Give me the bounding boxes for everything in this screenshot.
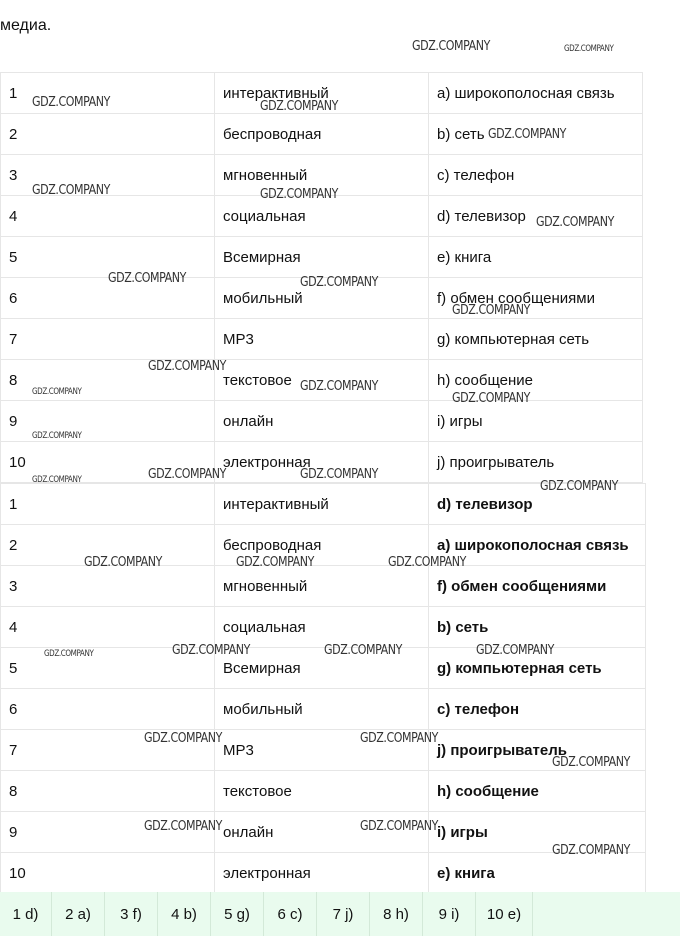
watermark: GDZ.COMPANY [260,187,338,202]
word-cell: MP3 [215,319,429,360]
answer-item: 3 f) [105,892,158,936]
answer-item: 2 a) [52,892,105,936]
match-cell: g) компьютерная сеть [429,319,643,360]
word-cell: интерактивный [215,73,429,114]
match-cell: b) сеть [429,114,643,155]
word-cell: беспроводная [215,525,429,566]
table-row [1,114,643,155]
row-number: 10 [1,442,215,483]
table-row [1,689,646,730]
watermark: GDZ.COMPANY [452,391,530,406]
watermark: GDZ.COMPANY [148,467,226,482]
row-number: 7 [1,730,215,771]
word-cell: мгновенный [215,566,429,607]
row-number: 8 [1,360,215,401]
watermark: GDZ.COMPANY [32,387,82,397]
answer-item: 7 j) [317,892,370,936]
word-cell: социальная [215,607,429,648]
watermark: GDZ.COMPANY [412,39,490,54]
table-row [1,607,646,648]
table-row [1,648,646,689]
watermark: GDZ.COMPANY [452,303,530,318]
watermark: GDZ.COMPANY [536,215,614,230]
match-cell: e) книга [429,237,643,278]
row-number: 4 [1,607,215,648]
match-cell: f) обмен сообщениями [429,566,646,607]
watermark: GDZ.COMPANY [388,555,466,570]
watermark: GDZ.COMPANY [32,475,82,485]
match-cell: d) телевизор [429,196,643,237]
watermark: GDZ.COMPANY [144,731,222,746]
match-cell: c) телефон [429,689,646,730]
watermark: GDZ.COMPANY [360,819,438,834]
word-cell: социальная [215,196,429,237]
row-number: 3 [1,155,215,196]
word-cell: онлайн [215,401,429,442]
table-row [1,155,643,196]
match-cell: i) игры [429,401,643,442]
row-number: 5 [1,237,215,278]
match-cell: i) игры [429,812,646,853]
watermark: GDZ.COMPANY [236,555,314,570]
table-row [1,196,643,237]
watermark: GDZ.COMPANY [488,127,566,142]
word-cell: мобильный [215,689,429,730]
table-row [1,812,646,853]
match-cell: g) компьютерная сеть [429,648,646,689]
match-cell: b) сеть [429,607,646,648]
match-cell: f) обмен сообщениями [429,278,643,319]
watermark: GDZ.COMPANY [32,431,82,441]
watermark: GDZ.COMPANY [540,479,618,494]
answer-item: 4 b) [158,892,211,936]
answer-item: 9 i) [423,892,476,936]
watermark: GDZ.COMPANY [324,643,402,658]
intro-text: медиа. [0,17,52,34]
match-cell: h) сообщение [429,771,646,812]
watermark: GDZ.COMPANY [44,649,94,659]
answer-item: 10 e) [476,892,533,936]
word-cell: беспроводная [215,114,429,155]
row-number: 8 [1,771,215,812]
match-cell: h) сообщение [429,360,643,401]
row-number: 6 [1,278,215,319]
matching-table-answers [0,483,646,894]
matching-table-task [0,72,643,483]
word-cell: Всемирная [215,648,429,689]
word-cell: текстовое [215,360,429,401]
watermark: GDZ.COMPANY [300,275,378,290]
word-cell: электронная [215,853,429,894]
word-cell: интерактивный [215,484,429,525]
watermark: GDZ.COMPANY [172,643,250,658]
answer-item: 8 h) [370,892,423,936]
watermark: GDZ.COMPANY [552,843,630,858]
row-number: 2 [1,525,215,566]
word-cell: текстовое [215,771,429,812]
watermark: GDZ.COMPANY [84,555,162,570]
watermark: GDZ.COMPANY [476,643,554,658]
answer-item: 5 g) [211,892,264,936]
watermark: GDZ.COMPANY [144,819,222,834]
row-number: 4 [1,196,215,237]
row-number: 7 [1,319,215,360]
table-row [1,442,643,483]
match-cell: a) широкополосная связь [429,525,646,566]
match-cell: a) широкополосная связь [429,73,643,114]
watermark: GDZ.COMPANY [564,44,614,54]
table-row [1,525,646,566]
word-cell: онлайн [215,812,429,853]
row-number: 10 [1,853,215,894]
table-row [1,566,646,607]
watermark: GDZ.COMPANY [108,271,186,286]
table-row [1,730,646,771]
watermark: GDZ.COMPANY [32,95,110,110]
row-number: 9 [1,812,215,853]
table-row [1,237,643,278]
table-row [1,360,643,401]
match-cell: c) телефон [429,155,643,196]
answer-item: 1 d) [0,892,52,936]
watermark: GDZ.COMPANY [300,467,378,482]
word-cell: электронная [215,442,429,483]
row-number: 9 [1,401,215,442]
row-number: 5 [1,648,215,689]
row-number: 1 [1,484,215,525]
table-row [1,278,643,319]
row-number: 6 [1,689,215,730]
word-cell: Всемирная [215,237,429,278]
table-row [1,484,646,525]
watermark: GDZ.COMPANY [260,99,338,114]
table-row [1,401,643,442]
row-number: 2 [1,114,215,155]
match-cell: d) телевизор [429,484,646,525]
answer-key-bar [0,892,680,936]
table-row [1,853,646,894]
table-row [1,771,646,812]
word-cell: мобильный [215,278,429,319]
answer-item: 6 c) [264,892,317,936]
table-row [1,73,643,114]
watermark: GDZ.COMPANY [148,359,226,374]
match-cell: j) проигрыватель [429,442,643,483]
watermark: GDZ.COMPANY [360,731,438,746]
row-number: 3 [1,566,215,607]
word-cell: мгновенный [215,155,429,196]
watermark: GDZ.COMPANY [552,755,630,770]
table-row [1,319,643,360]
row-number: 1 [1,73,215,114]
word-cell: MP3 [215,730,429,771]
match-cell: e) книга [429,853,646,894]
watermark: GDZ.COMPANY [300,379,378,394]
match-cell: j) проигрыватель [429,730,646,771]
watermark: GDZ.COMPANY [32,183,110,198]
